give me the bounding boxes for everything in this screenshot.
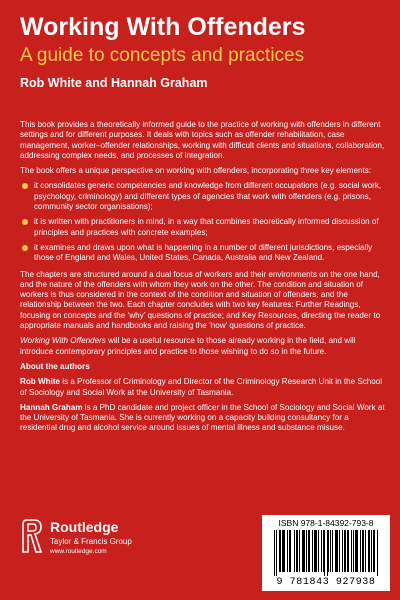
barcode-bar	[374, 530, 375, 572]
barcode-bar	[353, 530, 354, 572]
barcode-bar	[368, 530, 369, 572]
barcode-bar	[276, 530, 277, 576]
book-subtitle: A guide to concepts and practices	[20, 45, 305, 66]
publisher-name: Routledge	[50, 519, 119, 535]
barcode-bar	[314, 530, 315, 572]
barcode-bar	[369, 530, 370, 572]
book-title-italic: Working With Offenders	[20, 336, 106, 346]
barcode-bar	[328, 530, 329, 572]
blurb-perspective: The book offers a unique perspective on working with offenders, incorporating three key elements:	[20, 166, 372, 176]
barcode-bar	[355, 530, 356, 572]
barcode-bar	[315, 530, 316, 572]
isbn-label: ISBN 978-1-84392-793-8	[278, 518, 374, 528]
author-name: Rob White	[20, 377, 61, 387]
bullet-dot-icon	[22, 183, 28, 189]
list-item-text: it examines and draws upon what is happening in a number of different jurisdictions, especially those of England and Wales, United States, Canada, Australia and New Zealand.	[34, 242, 373, 263]
list-item	[20, 181, 386, 212]
routledge-r-logo-icon	[20, 518, 44, 554]
author-bio-2	[20, 403, 386, 434]
barcode-bar	[303, 530, 304, 572]
barcode-bar	[371, 530, 372, 572]
key-elements-list	[20, 181, 386, 263]
barcode-bar	[345, 530, 346, 572]
barcode-bar	[342, 530, 343, 572]
list-item	[20, 243, 386, 264]
list-item	[20, 217, 386, 238]
barcode-bar	[339, 530, 340, 572]
barcode-bar	[365, 530, 366, 572]
barcode-bar	[377, 530, 378, 576]
barcode-bar	[356, 530, 357, 572]
bullet-dot-icon	[22, 219, 28, 225]
barcode-bar	[297, 530, 298, 572]
barcode-bar	[312, 530, 313, 572]
barcode-bar	[290, 530, 291, 572]
list-item-text: it consolidates generic competencies and knowledge from different occupations (e.g. social work, psychology, criminology) and different types of agencies that work with offenders (e.g. prisons, community sector organisations);	[34, 181, 382, 212]
author-bio-text: is a Professor of Criminology and Director of the Criminology Research Unit in the School of Sociology and Social Work at the University of Tasmania.	[20, 377, 383, 397]
barcode-bar	[373, 530, 374, 572]
barcode-bar	[274, 530, 275, 576]
barcode-bar	[348, 530, 349, 572]
barcode-bar	[363, 530, 364, 572]
publisher-url: www.routledge.com	[50, 548, 107, 555]
barcode-bars	[274, 530, 378, 576]
barcode-bar	[289, 530, 290, 572]
book-title: Working With Offenders	[20, 13, 306, 41]
barcode-bar	[351, 530, 352, 572]
blurb	[20, 120, 386, 439]
barcode-bar	[337, 530, 338, 572]
barcode-bar	[362, 530, 363, 572]
book-authors: Rob White and Hannah Graham	[20, 76, 208, 90]
barcode-bar	[284, 530, 285, 572]
barcode-bar	[336, 530, 337, 572]
barcode-bar	[332, 530, 333, 572]
barcode-bar	[330, 530, 331, 572]
barcode-bar	[321, 530, 322, 572]
barcode-bar	[299, 530, 300, 572]
publisher-group: Taylor & Francis Group	[50, 537, 132, 546]
blurb-usefulness	[20, 336, 386, 357]
barcode-bar	[282, 530, 283, 572]
bullet-dot-icon	[22, 245, 28, 251]
barcode-bar	[280, 530, 281, 572]
blurb-structure: The chapters are structured around a dual focus of workers and their environments on the one hand, and the nature of the offenders with whom they work on the other. The condition and situation of workers is thus considered in the context of the condition and situation of offenders, and the relationship between the two. Each chapter concludes with two key features: Further Readings, focusing on concepts and the ‘why’ questions of practice; and Key Resources, directing the reader to appropriate manuals and handbooks and raising the ‘how’ questions of practice.	[20, 269, 381, 331]
barcode-bar	[318, 530, 319, 572]
author-name: Hannah Graham	[20, 402, 83, 412]
barcode-bar	[324, 530, 325, 576]
barcode-bar	[306, 530, 307, 572]
barcode-digits: 9 781843 927938	[276, 577, 376, 588]
publisher-block	[20, 516, 180, 576]
about-authors-heading: About the authors	[20, 361, 90, 371]
barcode-bar	[327, 530, 328, 576]
barcode-bar	[344, 530, 345, 572]
barcode-bar	[302, 530, 303, 572]
usefulness-text: will be a useful resource to those already working in the field, and will introduce contemporary principles and practice to those wishing to do so in the future.	[20, 336, 356, 356]
author-bio-text: is a PhD candidate and project officer in the School of Sociology and Social Work at the University of Tasmania. She is currently working on a capacity building consultancy for a residential drug and alcohol service around issues of mental illness and substance misuse.	[20, 402, 385, 433]
barcode-panel	[262, 515, 390, 591]
author-bio-1	[20, 377, 386, 398]
blurb-intro: This book provides a theoretically informed guide to the practice of working with offenders in different settings and for different purposes. It deals with topics such as offender rehabilitation, case management, worker–offender relationships, working with difficult clients and situations, collaboration, addressing complex needs, and processes of integration.	[20, 120, 385, 160]
barcode-bar	[304, 530, 305, 572]
barcode-bar	[357, 530, 358, 572]
barcode-bar	[347, 530, 348, 572]
barcode-bar	[279, 530, 280, 572]
barcode-bar	[308, 530, 309, 572]
barcode-bar	[316, 530, 317, 572]
barcode-bar	[309, 530, 310, 572]
barcode-bar	[294, 530, 295, 572]
barcode-bar	[335, 530, 336, 572]
barcode-bar	[283, 530, 284, 572]
barcode-bar	[360, 530, 361, 572]
list-item-text: it is written with practitioners in mind, in a way that combines theoretically informed discussion of principles and practices with concrete examples;	[34, 217, 379, 237]
barcode-bar	[296, 530, 297, 572]
barcode-bar	[287, 530, 288, 572]
barcode-bar	[323, 530, 324, 572]
